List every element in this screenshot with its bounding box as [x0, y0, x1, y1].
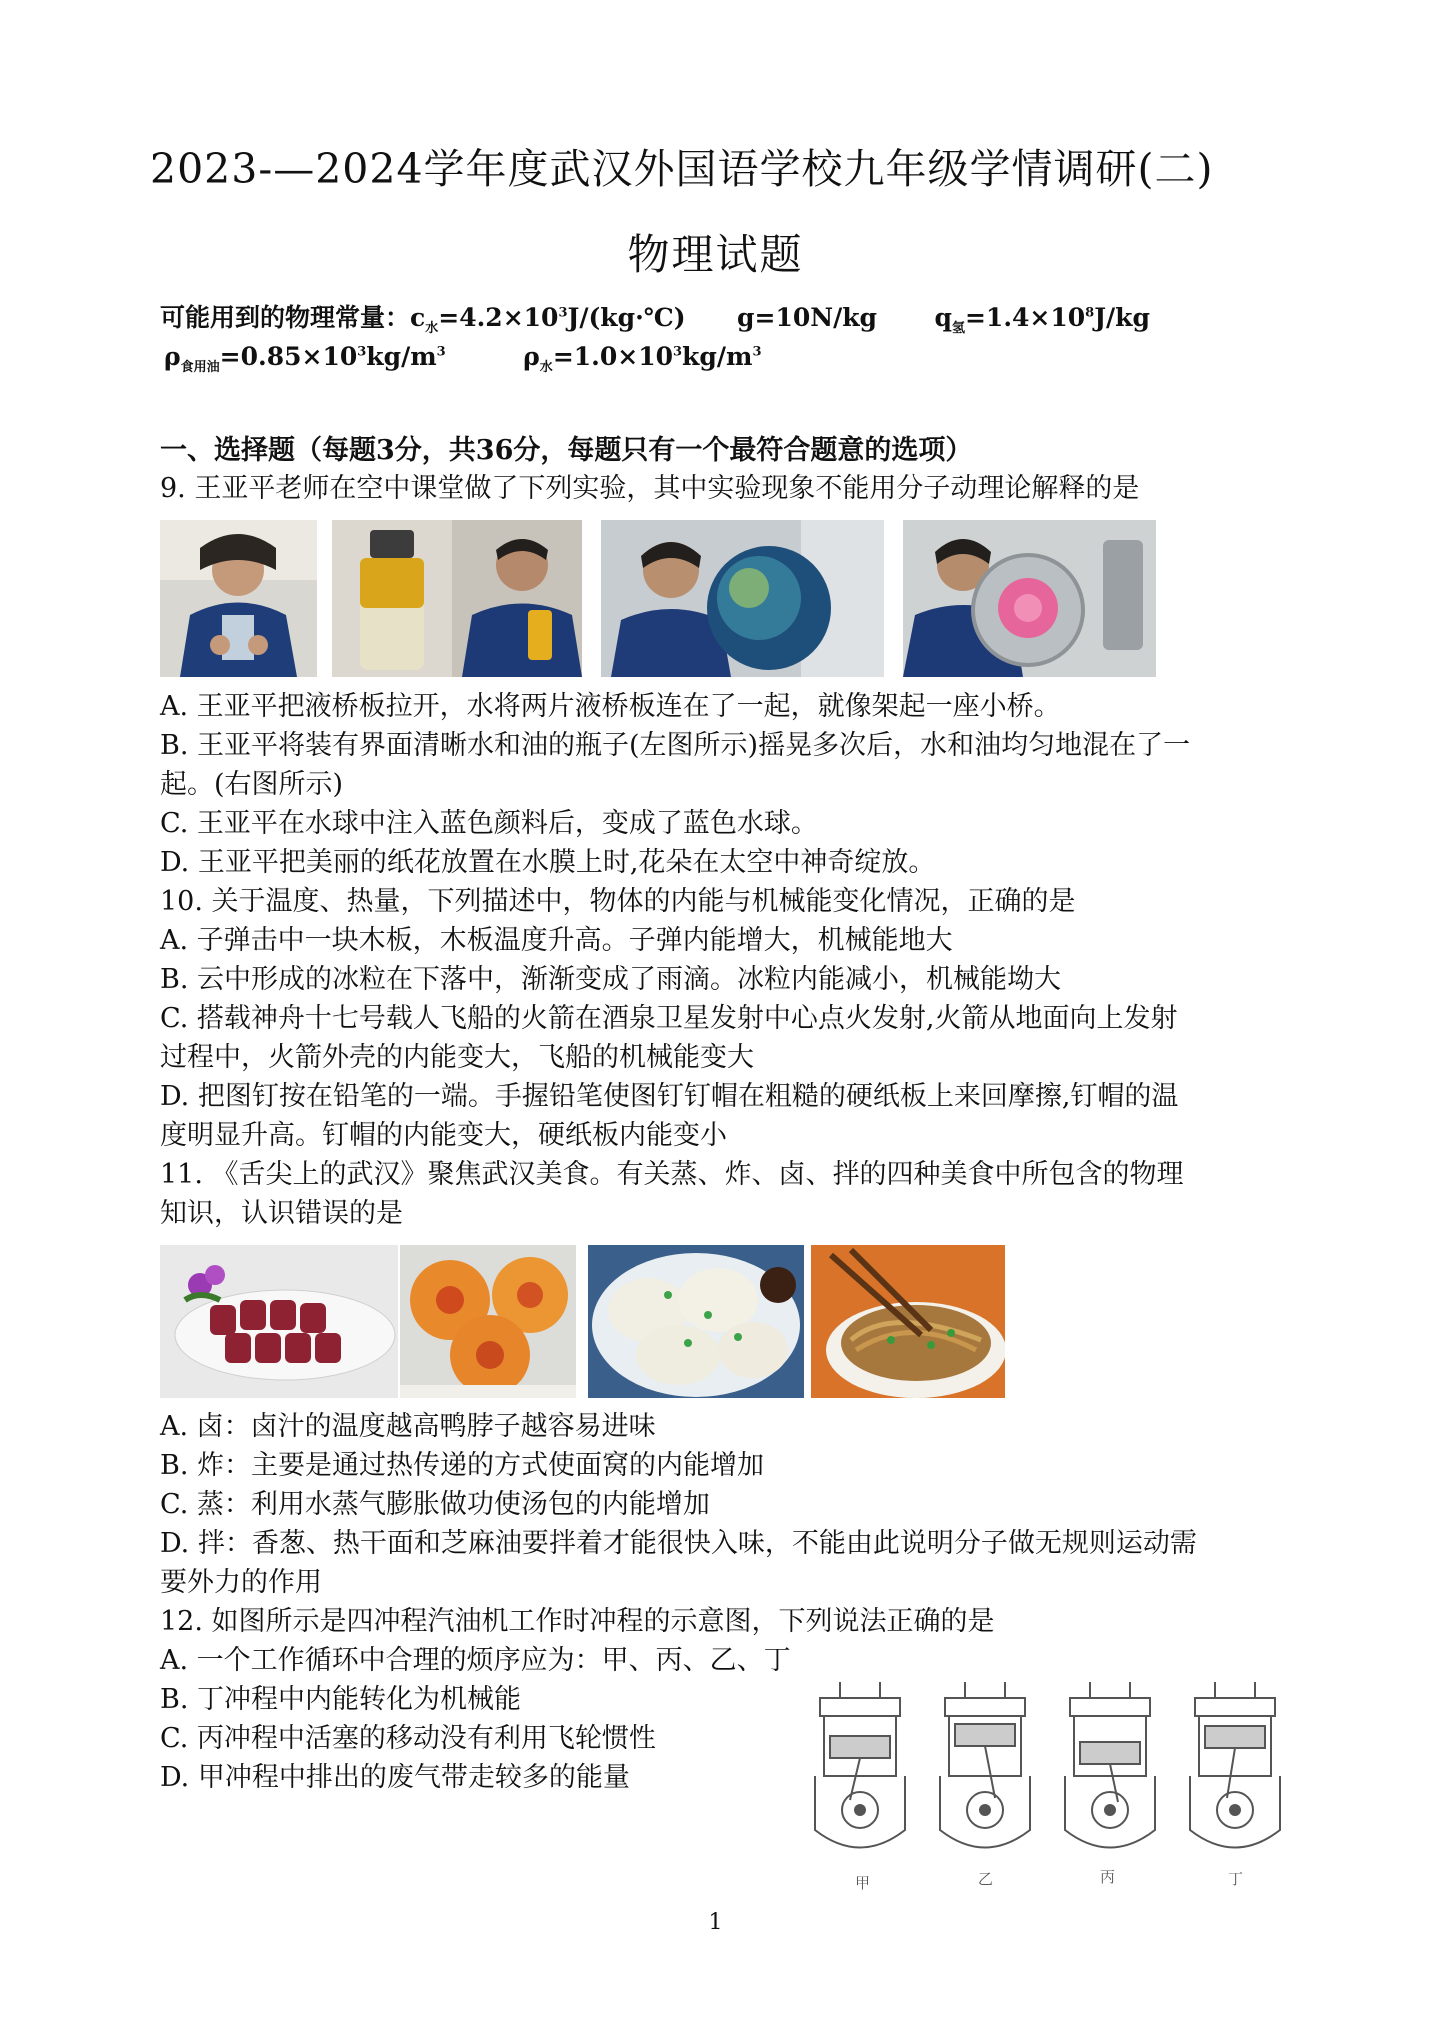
q10-option-b: B. 云中形成的冰粒在下落中，渐渐变成了雨滴。冰粒内能减小，机械能坳大 — [160, 964, 1062, 995]
engine-diagram-yi — [935, 1680, 1035, 1870]
q9-option-b-line2: 起。(右图所示) — [160, 769, 344, 800]
q9-photo-liquid-bridge — [160, 520, 317, 677]
q11-stem-line1: 11. 《舌尖上的武汉》聚焦武汉美食。有关蒸、炸、卤、拌的四种美食中所包含的物理 — [160, 1159, 1184, 1190]
q10-option-d-line1: D. 把图钉按在铅笔的一端。手握铅笔使图钉钉帽在粗糙的硬纸板上来回摩擦,钉帽的温 — [160, 1081, 1179, 1112]
engine-label-ding: 丁 — [1228, 1870, 1244, 1888]
q9-photo-oil-water-bottle — [332, 520, 582, 677]
q11-option-d-line1: D. 拌：香葱、热干面和芝麻油要拌着才能很快入味，不能由此说明分子做无规则运动需 — [160, 1528, 1197, 1559]
q11-photo-braised-food — [160, 1245, 398, 1398]
q9-stem: 9. 王亚平老师在空中课堂做了下列实验，其中实验现象不能用分子动理论解释的是 — [160, 473, 1140, 504]
q11-photo-fried-food — [400, 1245, 576, 1398]
q9-photo-paper-flower — [903, 520, 1156, 677]
engine-diagram-bing — [1060, 1680, 1160, 1870]
engine-label-jia: 甲 — [855, 1874, 871, 1892]
q10-option-d-line2: 度明显升高。钉帽的内能变大，硬纸板内能变小 — [160, 1120, 727, 1151]
q10-option-c-line1: C. 搭载神舟十七号载人飞船的火箭在酒泉卫星发射中心点火发射,火箭从地面向上发射 — [160, 1003, 1178, 1034]
section-heading: 一、选择题（每题3分，共36分，每题只有一个最符合题意的选项） — [160, 435, 973, 466]
q12-option-c: C. 丙冲程中活塞的移动没有利用飞轮惯性 — [160, 1723, 656, 1754]
q12-option-d: D. 甲冲程中排出的废气带走较多的能量 — [160, 1762, 630, 1793]
q11-option-d-line2: 要外力的作用 — [160, 1567, 322, 1598]
q9-option-a: A. 王亚平把液桥板拉开，水将两片液桥板连在了一起，就像架起一座小桥。 — [160, 691, 1061, 722]
q9-option-d: D. 王亚平把美丽的纸花放置在水膜上时,花朵在太空中神奇绽放。 — [160, 847, 936, 878]
constants-line-1: 可能用到的物理常量：$c_水=4.2\times 10^3J/(kg\cdot℃)$ g=10N/kg $q_氢=1.4\times 10^8J/kg$ — [160, 303, 1150, 336]
engine-diagram-jia — [810, 1680, 910, 1870]
constants-line-2: $\rho_{食用油}=0.85\times 10^3kg/m^3$ $\rho_水=1.0\times 10^3kg/m^3$ — [164, 342, 762, 375]
q9-option-b-line1: B. 王亚平将装有界面清晰水和油的瓶子(左图所示)摇晃多次后，水和油均匀地混在了一 — [160, 730, 1191, 761]
q11-photo-hot-dry-noodles — [811, 1245, 1005, 1398]
exam-title: 2023-—2024学年度武汉外国语学校九年级学情调研(二) — [150, 145, 1214, 193]
q11-stem-line2: 知识，认识错误的是 — [160, 1198, 403, 1229]
q11-option-a: A. 卤：卤汁的温度越高鸭脖子越容易进味 — [160, 1411, 656, 1442]
engine-diagram-ding — [1185, 1680, 1285, 1870]
q11-photo-steamed-buns — [588, 1245, 804, 1398]
q9-option-c: C. 王亚平在水球中注入蓝色颜料后，变成了蓝色水球。 — [160, 808, 818, 839]
q9-photo-blue-water-ball — [601, 520, 884, 677]
q10-option-a: A. 子弹击中一块木板，木板温度升高。子弹内能增大，机械能地大 — [160, 925, 953, 956]
engine-label-yi: 乙 — [978, 1870, 994, 1888]
exam-subtitle: 物理试题 — [627, 230, 804, 279]
q12-option-a: A. 一个工作循环中合理的烦序应为：甲、丙、乙、丁 — [160, 1645, 791, 1676]
page-number: 1 — [708, 1910, 723, 1935]
q11-option-c: C. 蒸：利用水蒸气膨胀做功使汤包的内能增加 — [160, 1489, 710, 1520]
constants-prefix: 可能用到的物理常量： — [160, 303, 411, 332]
q12-stem: 12. 如图所示是四冲程汽油机工作时冲程的示意图，下列说法正确的是 — [160, 1606, 995, 1637]
engine-label-bing: 丙 — [1100, 1868, 1116, 1886]
q10-stem: 10. 关于温度、热量，下列描述中，物体的内能与机械能变化情况，正确的是 — [160, 886, 1076, 917]
q11-option-b: B. 炸：主要是通过热传递的方式使面窝的内能增加 — [160, 1450, 765, 1481]
constant-g: g=10N/kg — [737, 303, 878, 332]
q10-option-c-line2: 过程中，火箭外壳的内能变大，飞船的机械能变大 — [160, 1042, 754, 1073]
q12-option-b: B. 丁冲程中内能转化为机械能 — [160, 1684, 522, 1715]
